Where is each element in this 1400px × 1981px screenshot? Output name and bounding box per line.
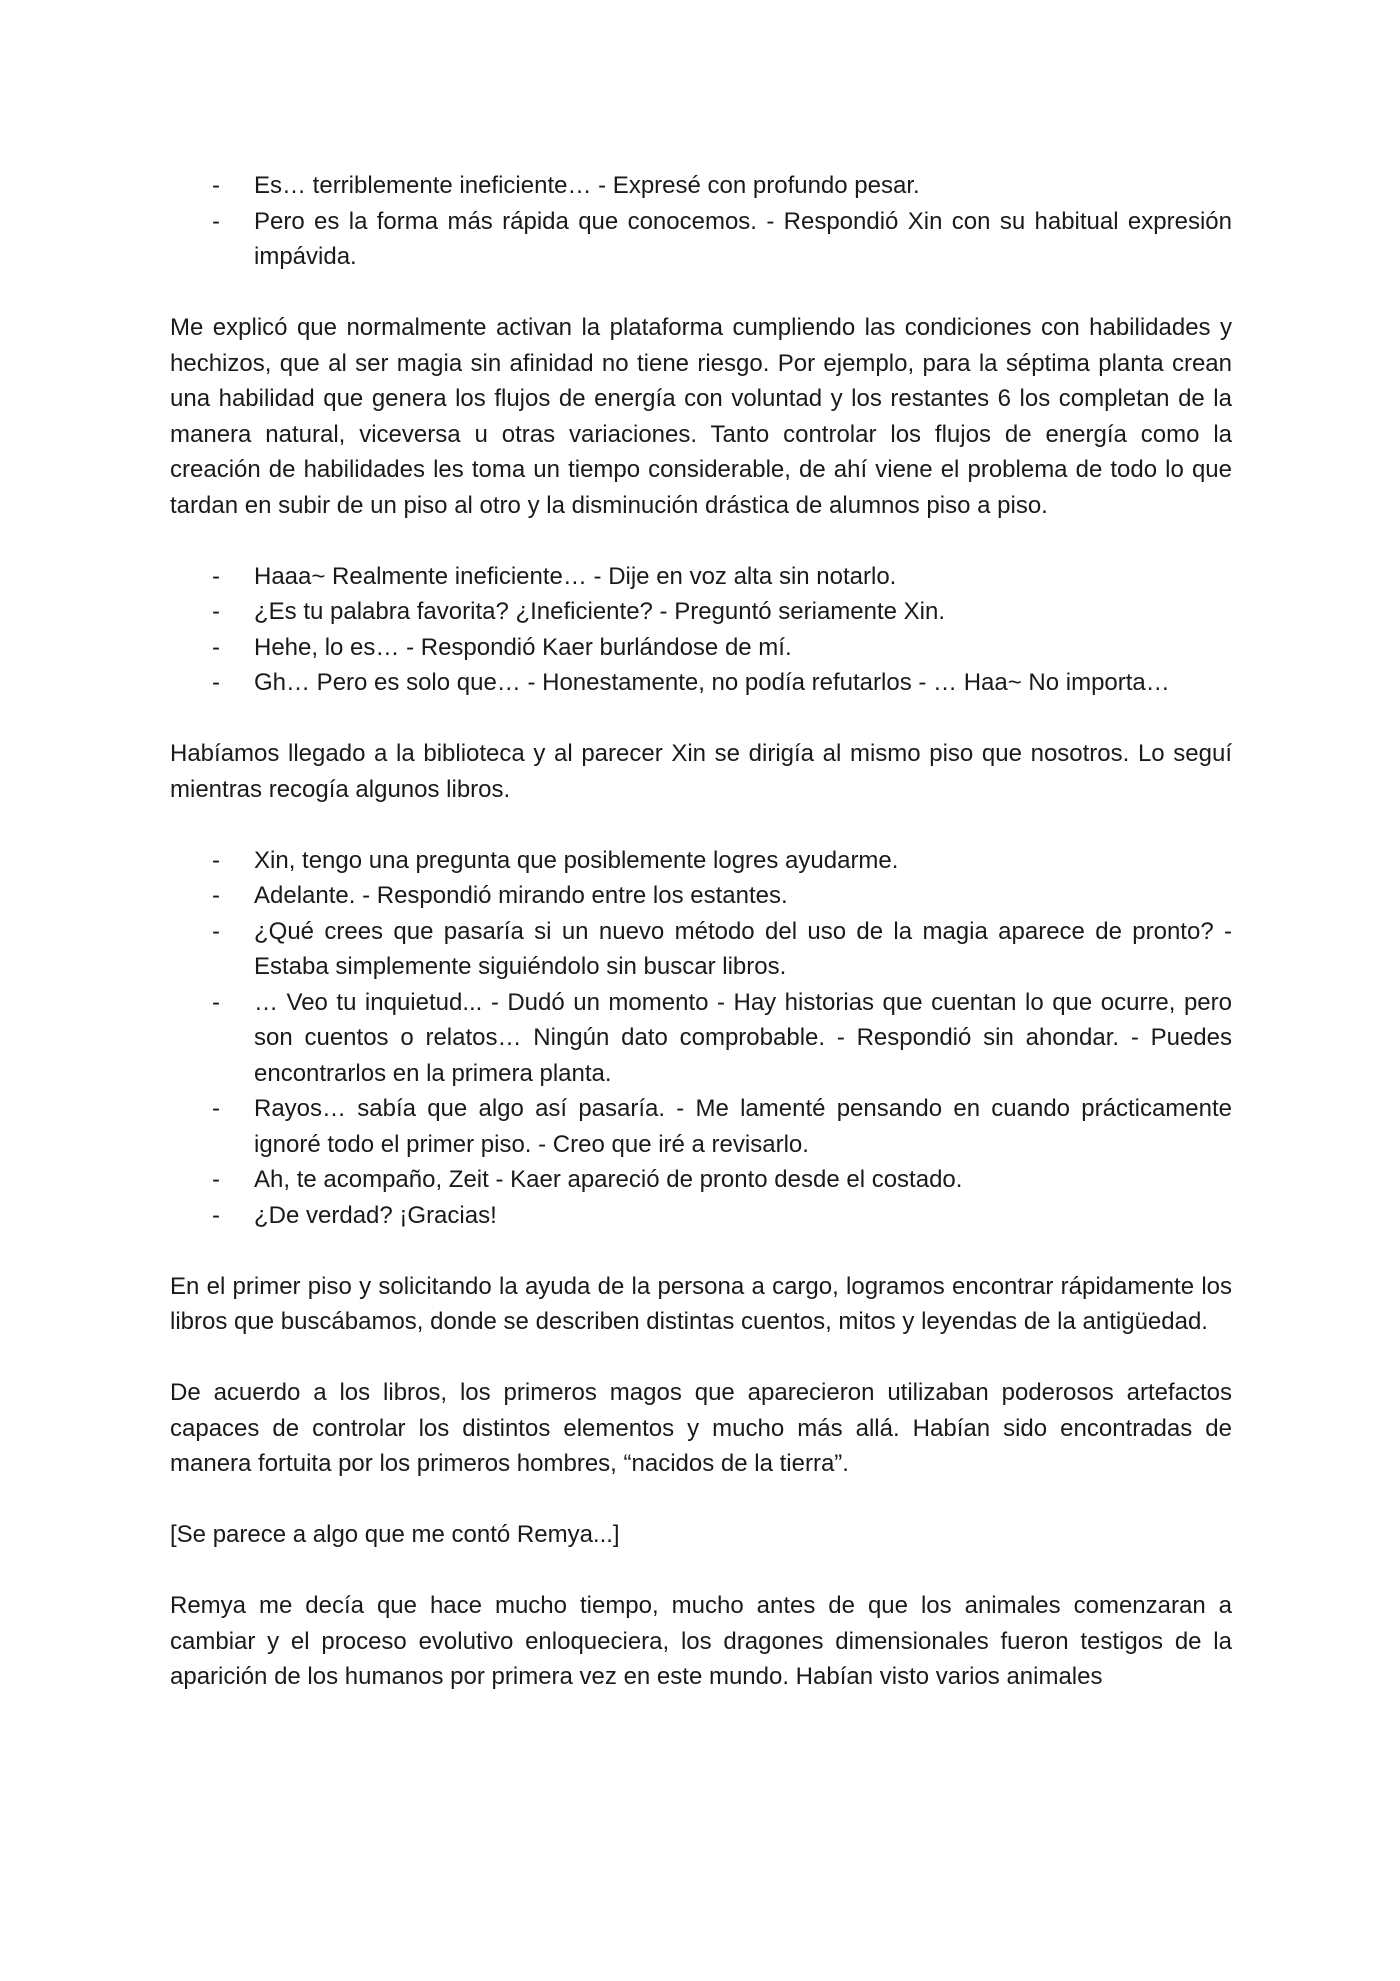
dialogue-line [170, 985, 1232, 1092]
dialogue-line [170, 559, 1232, 595]
dialogue-line [170, 630, 1232, 666]
paragraph-gap [170, 1482, 1232, 1518]
dialogue-text: Hehe, lo es… - Respondió Kaer burlándose de mí. [254, 633, 792, 661]
dash-marker: - [212, 598, 220, 625]
dialogue-list-1 [170, 168, 1232, 275]
dialogue-line [170, 1091, 1232, 1162]
narrative-paragraph: Habíamos llegado a la biblioteca y al parecer Xin se dirigía al mismo piso que nosotros. Lo seguí mientras recogía algunos libros. [170, 740, 1232, 803]
dialogue-text: Adelante. - Respondió mirando entre los estantes. [254, 882, 788, 909]
narrative-paragraph: En el primer piso y solicitando la ayuda de la persona a cargo, logramos encontrar rápidamente los libros que buscábamos, donde se describen distintas cuentos, mitos y leyendas de la antigüedad. [170, 1272, 1232, 1335]
dash-marker: - [212, 207, 220, 235]
paragraph-gap [170, 275, 1232, 311]
paragraph-gap [170, 1553, 1232, 1589]
dialogue-line [170, 843, 1232, 879]
paragraph-gap [170, 523, 1232, 559]
dash-marker: - [212, 1201, 220, 1229]
dash-marker: - [212, 1095, 220, 1122]
dialogue-line [170, 168, 1232, 204]
dash-marker: - [212, 846, 220, 874]
thought-paragraph: [Se parece a algo que me contó Remya...] [170, 1521, 620, 1548]
dash-marker: - [212, 988, 220, 1016]
paragraph-gap [170, 807, 1232, 843]
dialogue-text: Es… terriblemente ineficiente… - Expresé con profundo pesar. [254, 172, 920, 199]
dialogue-line [170, 1198, 1232, 1234]
dialogue-line [170, 594, 1232, 630]
dialogue-line [170, 914, 1232, 985]
dialogue-text: ¿De verdad? ¡Gracias! [254, 1201, 497, 1229]
dialogue-line [170, 878, 1232, 914]
dash-marker: - [212, 1166, 220, 1193]
dialogue-text: Xin, tengo una pregunta que posiblemente logres ayudarme. [254, 846, 899, 874]
dialogue-list-2 [170, 559, 1232, 701]
dialogue-text: … Veo tu inquietud... - Dudó un momento - Hay historias que cuentan lo que ocurre, pero son cuentos o relatos… Ningún dato comprobable. - Respondió sin ahondar. - Puedes encontrarlos en la primera planta. [254, 988, 1232, 1087]
paragraph-gap [170, 1340, 1232, 1376]
dialogue-line [170, 1162, 1232, 1198]
dialogue-line [170, 665, 1232, 701]
document-page [170, 168, 1232, 1695]
dialogue-text: Haaa~ Realmente ineficiente… - Dije en voz alta sin notarlo. [254, 562, 897, 590]
dialogue-text: ¿Es tu palabra favorita? ¿Ineficiente? - Preguntó seriamente Xin. [254, 598, 946, 625]
paragraph-gap [170, 701, 1232, 737]
dialogue-text: Ah, te acompaño, Zeit - Kaer apareció de pronto desde el costado. [254, 1166, 963, 1193]
dialogue-text: ¿Qué crees que pasaría si un nuevo método del uso de la magia aparece de pronto? - Estaba simplemente siguiéndolo sin buscar libros. [254, 917, 1232, 980]
paragraph-gap [170, 1233, 1232, 1269]
narrative-paragraph: De acuerdo a los libros, los primeros magos que aparecieron utilizaban poderosos artefactos capaces de controlar los distintos elementos y mucho más allá. Habían sido encontradas de manera fortuita por los primeros hombres, “nacidos de la tierra”. [170, 1379, 1232, 1477]
dialogue-line [170, 204, 1232, 275]
dialogue-text: Gh… Pero es solo que… - Honestamente, no podía refutarlos - … Haa~ No importa… [254, 669, 1170, 696]
narrative-paragraph: Remya me decía que hace mucho tiempo, mucho antes de que los animales comenzaran a cambiar y el proceso evolutivo enloqueciera, los dragones dimensionales fueron testigos de la aparición de los humanos por primera vez en este mundo. Habían visto varios animales [170, 1592, 1232, 1690]
dialogue-text: Rayos… sabía que algo así pasaría. - Me lamenté pensando en cuando prácticamente ignoré todo el primer piso. - Creo que iré a revisarlo. [254, 1095, 1232, 1158]
dialogue-text: Pero es la forma más rápida que conocemos. - Respondió Xin con su habitual expresión impávida. [254, 207, 1232, 270]
narrative-paragraph: Me explicó que normalmente activan la plataforma cumpliendo las condiciones con habilidades y hechizos, que al ser magia sin afinidad no tiene riesgo. Por ejemplo, para la séptima planta crean una habilidad que genera los flujos de energía con voluntad y los restantes 6 los completan de la manera natural, viceversa u otras variaciones. Tanto controlar los flujos de energía como la creación de habilidades les toma un tiempo considerable, de ahí viene el problema de todo lo que tardan en subir de un piso al otro y la disminución drástica de alumnos piso a piso. [170, 314, 1232, 519]
dash-marker: - [212, 669, 220, 696]
dash-marker: - [212, 633, 220, 661]
dash-marker: - [212, 172, 220, 199]
dash-marker: - [212, 917, 220, 945]
dash-marker: - [212, 562, 220, 590]
dash-marker: - [212, 882, 220, 909]
dialogue-list-3 [170, 843, 1232, 1234]
